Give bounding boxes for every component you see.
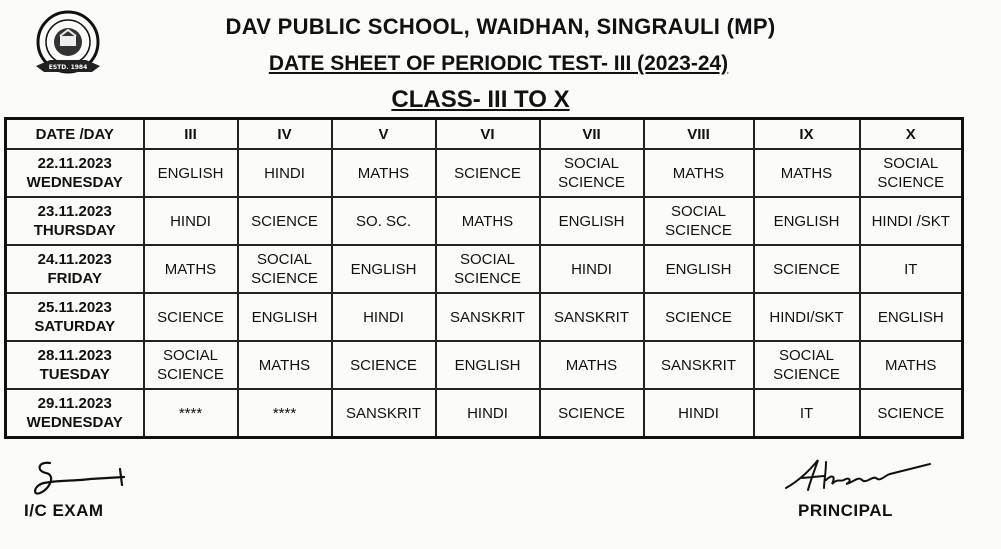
- column-header-class-iii: III: [144, 119, 238, 150]
- exam-day: TUESDAY: [39, 366, 110, 383]
- ic-exam-signature-icon: [28, 455, 138, 500]
- subject-cell: SOCIAL SCIENCE: [540, 149, 644, 197]
- principal-label: PRINCIPAL: [798, 501, 893, 520]
- ic-exam-label: I/C EXAM: [24, 501, 104, 520]
- table-header-row: [6, 119, 963, 150]
- column-header-class-vii: VII: [540, 119, 644, 150]
- subject-cell: ENGLISH: [860, 293, 963, 341]
- date-day-cell: [6, 245, 144, 293]
- subject-cell: SOCIAL SCIENCE: [144, 341, 238, 389]
- subject-cell: MATHS: [540, 341, 644, 389]
- column-header-class-viii: VIII: [644, 119, 754, 150]
- subject-cell: SCIENCE: [860, 389, 963, 438]
- subject-cell: ENGLISH: [238, 293, 332, 341]
- subject-cell: SO. SC.: [332, 197, 436, 245]
- subject-cell: ENGLISH: [644, 245, 754, 293]
- subject-cell: ENGLISH: [332, 245, 436, 293]
- date-day-cell: [6, 197, 144, 245]
- subject-cell: HINDI /SKT: [860, 197, 963, 245]
- subject-cell: SCIENCE: [332, 341, 436, 389]
- table-row: [6, 149, 963, 197]
- svg-text:ESTD. 1984: ESTD. 1984: [48, 64, 88, 71]
- exam-day: WEDNESDAY: [26, 414, 123, 431]
- table-row: [6, 389, 963, 438]
- table-row: [6, 245, 963, 293]
- subject-cell: MATHS: [238, 341, 332, 389]
- subject-cell: MATHS: [144, 245, 238, 293]
- exam-day: SATURDAY: [34, 318, 116, 335]
- subject-cell: ENGLISH: [754, 197, 860, 245]
- column-header-class-x: X: [860, 119, 963, 150]
- subject-cell: IT: [860, 245, 963, 293]
- column-header-class-vi: VI: [436, 119, 540, 150]
- date-day-cell: [6, 341, 144, 389]
- table-row: [6, 197, 963, 245]
- subject-cell: ENGLISH: [436, 341, 540, 389]
- subject-cell: SCIENCE: [436, 149, 540, 197]
- exam-day: WEDNESDAY: [26, 174, 123, 191]
- subject-cell: SANSKRIT: [540, 293, 644, 341]
- subject-cell: SOCIAL SCIENCE: [238, 245, 332, 293]
- date-sheet-title: DATE SHEET OF PERIODIC TEST- III (2023-24): [268, 52, 729, 75]
- table-row: [6, 341, 963, 389]
- date-day-cell: [6, 389, 144, 438]
- subject-cell: HINDI: [238, 149, 332, 197]
- exam-date: 24.11.2023: [37, 251, 112, 268]
- column-header-date-day: DATE /DAY: [6, 119, 144, 150]
- exam-date: 29.11.2023: [37, 395, 112, 412]
- subject-cell: MATHS: [436, 197, 540, 245]
- date-sheet-table: [4, 117, 964, 439]
- subject-cell: SOCIAL SCIENCE: [860, 149, 963, 197]
- exam-date: 23.11.2023: [37, 203, 112, 220]
- subject-cell: HINDI: [144, 197, 238, 245]
- subject-cell: SOCIAL SCIENCE: [436, 245, 540, 293]
- subject-cell: SCIENCE: [754, 245, 860, 293]
- subject-cell: SCIENCE: [540, 389, 644, 438]
- column-header-class-iv: IV: [238, 119, 332, 150]
- class-range-heading: CLASS- III TO X: [391, 86, 570, 113]
- school-name: DAV PUBLIC SCHOOL, WAIDHAN, SINGRAULI (MP): [225, 14, 776, 39]
- subject-cell: SOCIAL SCIENCE: [754, 341, 860, 389]
- subject-cell: HINDI: [332, 293, 436, 341]
- subject-cell: SOCIAL SCIENCE: [644, 197, 754, 245]
- column-header-class-ix: IX: [754, 119, 860, 150]
- subject-cell: SANSKRIT: [436, 293, 540, 341]
- exam-date: 25.11.2023: [37, 299, 112, 316]
- exam-day: FRIDAY: [47, 270, 102, 287]
- subject-cell: ENGLISH: [144, 149, 238, 197]
- subject-cell: MATHS: [754, 149, 860, 197]
- subject-cell: HINDI: [644, 389, 754, 438]
- subject-cell: MATHS: [644, 149, 754, 197]
- subject-cell: HINDI/SKT: [754, 293, 860, 341]
- column-header-class-v: V: [332, 119, 436, 150]
- subject-cell: SCIENCE: [644, 293, 754, 341]
- exam-day: THURSDAY: [33, 222, 116, 239]
- subject-cell: MATHS: [860, 341, 963, 389]
- exam-date: 28.11.2023: [37, 347, 112, 364]
- subject-cell: SCIENCE: [238, 197, 332, 245]
- subject-cell: SCIENCE: [144, 293, 238, 341]
- subject-cell: ****: [238, 389, 332, 438]
- subject-cell: HINDI: [540, 245, 644, 293]
- subject-cell: SANSKRIT: [644, 341, 754, 389]
- date-day-cell: [6, 293, 144, 341]
- subject-cell: ENGLISH: [540, 197, 644, 245]
- subject-cell: HINDI: [436, 389, 540, 438]
- date-day-cell: [6, 149, 144, 197]
- principal-signature-icon: [780, 452, 940, 500]
- subject-cell: IT: [754, 389, 860, 438]
- exam-date: 22.11.2023: [37, 155, 112, 172]
- subject-cell: MATHS: [332, 149, 436, 197]
- table-row: [6, 293, 963, 341]
- subject-cell: SANSKRIT: [332, 389, 436, 438]
- subject-cell: ****: [144, 389, 238, 438]
